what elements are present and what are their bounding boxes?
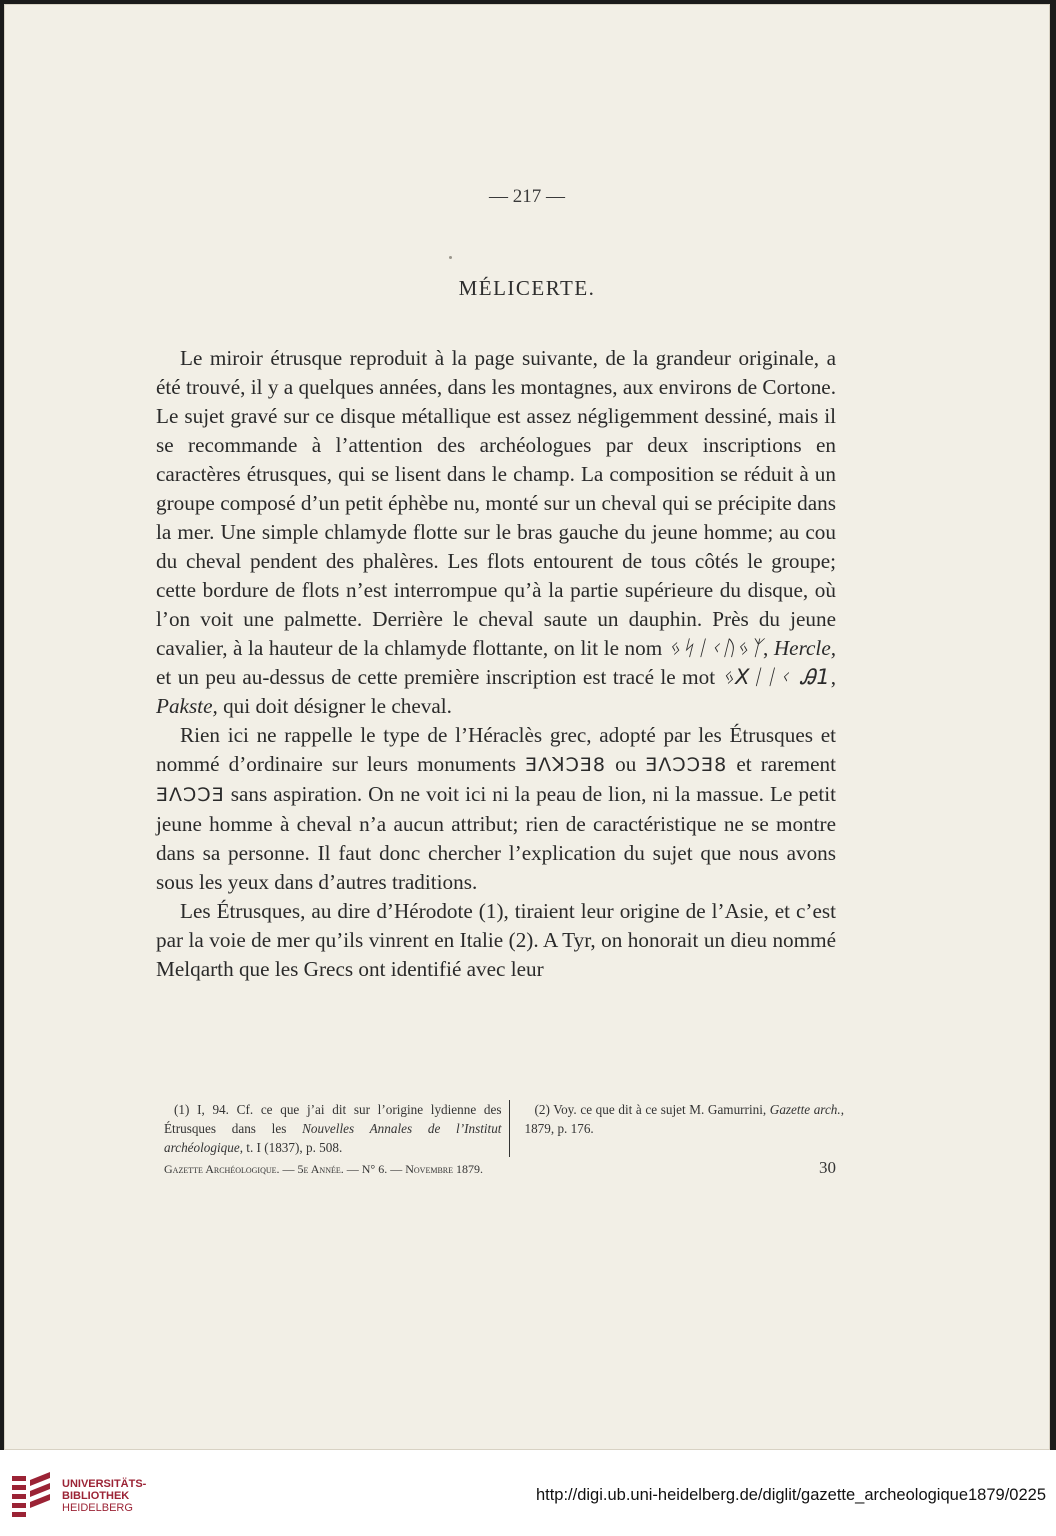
article-body [156,344,836,984]
library-footer [0,1450,1056,1536]
footnotes [164,1100,844,1157]
etruscan-herkle: ƎɅꓘƆƎ8 [525,754,607,776]
journal-issue: Gazette Archéologique. — 5e Année. — N° 6. — Novembre 1879. [164,1162,484,1176]
page-number: — 217 — [489,186,565,207]
word-pakste: Pakste, [156,694,218,718]
scanned-page [4,4,1050,1450]
etruscan-inscription-pakste: ᛃXᛁᛁᚲ Ꭿ1 [721,665,831,689]
etruscan-inscription-hercle: ᛃᛋᛁᚲᚢᛃᛉ [667,636,763,660]
footnote-2: (2) Voy. ce que dit à ce sujet M. Gamurrini, Gazette arch., 1879, p. 176. [524,1102,844,1136]
etruscan-herce: ƎɅƆƆƎ8 [645,754,728,776]
library-logo-icon [12,1472,52,1518]
journal-footer [164,1158,836,1178]
etruscan-erce: ƎɅƆƆƎ [156,784,225,806]
word-hercle: Hercle, [773,636,837,660]
signature-number: 30 [819,1158,836,1177]
source-url-link[interactable]: http://digi.ub.uni-heidelberg.de/diglit/gazette_archeologique1879/0225 [535,1486,1046,1504]
footnote-1: (1) I, 94. Cf. ce que j’ai dit sur l’origine lydienne des Étrusques dans les Nouvelles Annales de l’Institut archéologique, t. I (1837), p. 508. [164,1100,510,1157]
paragraph-1: Le miroir étrusque reproduit à la page suivante, de la grandeur originale, a été trouvé, il y a quelques années, dans les montagnes, aux environs de Cortone. Le sujet gravé sur ce disque métallique est assez négligemment dessiné, mais il se recommande à l’attention des archéologues par deux inscriptions en caractères étrusques, qui se lisent dans le champ. La composition se réduit à un groupe composé d’un petit éphèbe nu, monté sur un cheval qui se précipite dans la mer. Une simple chlamyde flotte sur le bras gauche du jeune homme; au cou du cheval pendent des phalères. Les flots entourent de tous côtés le groupe; cette bordure de flots n’est interrompue qu’à la partie supérieure du disque, où l’on voit une palmette. Derrière le cheval saute un dauphin. Près du jeune cavalier, à la hauteur de la chlamyde flottante, on lit le nom ᛃᛋᛁᚲᚢᛃᛉ, Hercle, et un peu au-dessus de cette première inscription est tracé le mot ᛃXᛁᛁᚲ Ꭿ1, Pakste, qui doit désigner le cheval. [156,346,837,718]
paragraph-2: Rien ici ne rappelle le type de l’Héraclès grec, adopté par les Étrusques et nommé d’ordinaire sur leurs monuments ƎɅꓘƆƎ8 ou ƎɅƆƆƎ8 et rarement ƎɅƆƆƎ sans aspiration. On ne voit ici ni la peau de lion, ni la massue. Le petit jeune homme à cheval n’a aucun attribut; rien de caractéristique ne se montre dans sa personne. Il faut donc chercher l’explication du sujet que nous avons sous les yeux dans d’autres traditions. [156,723,836,894]
library-name: UNIVERSITÄTS- BIBLIOTHEK HEIDELBERG [62,1478,147,1514]
ink-speck [449,256,452,259]
article-title: MÉLICERTE. [458,276,596,300]
paragraph-3: Les Étrusques, au dire d’Hérodote (1), tiraient leur origine de l’Asie, et c’est par la voie de mer qu’ils vinrent en Italie (2). A Tyr, on honorait un dieu nommé Melqarth que les Grecs ont identifié avec leur [156,899,836,981]
